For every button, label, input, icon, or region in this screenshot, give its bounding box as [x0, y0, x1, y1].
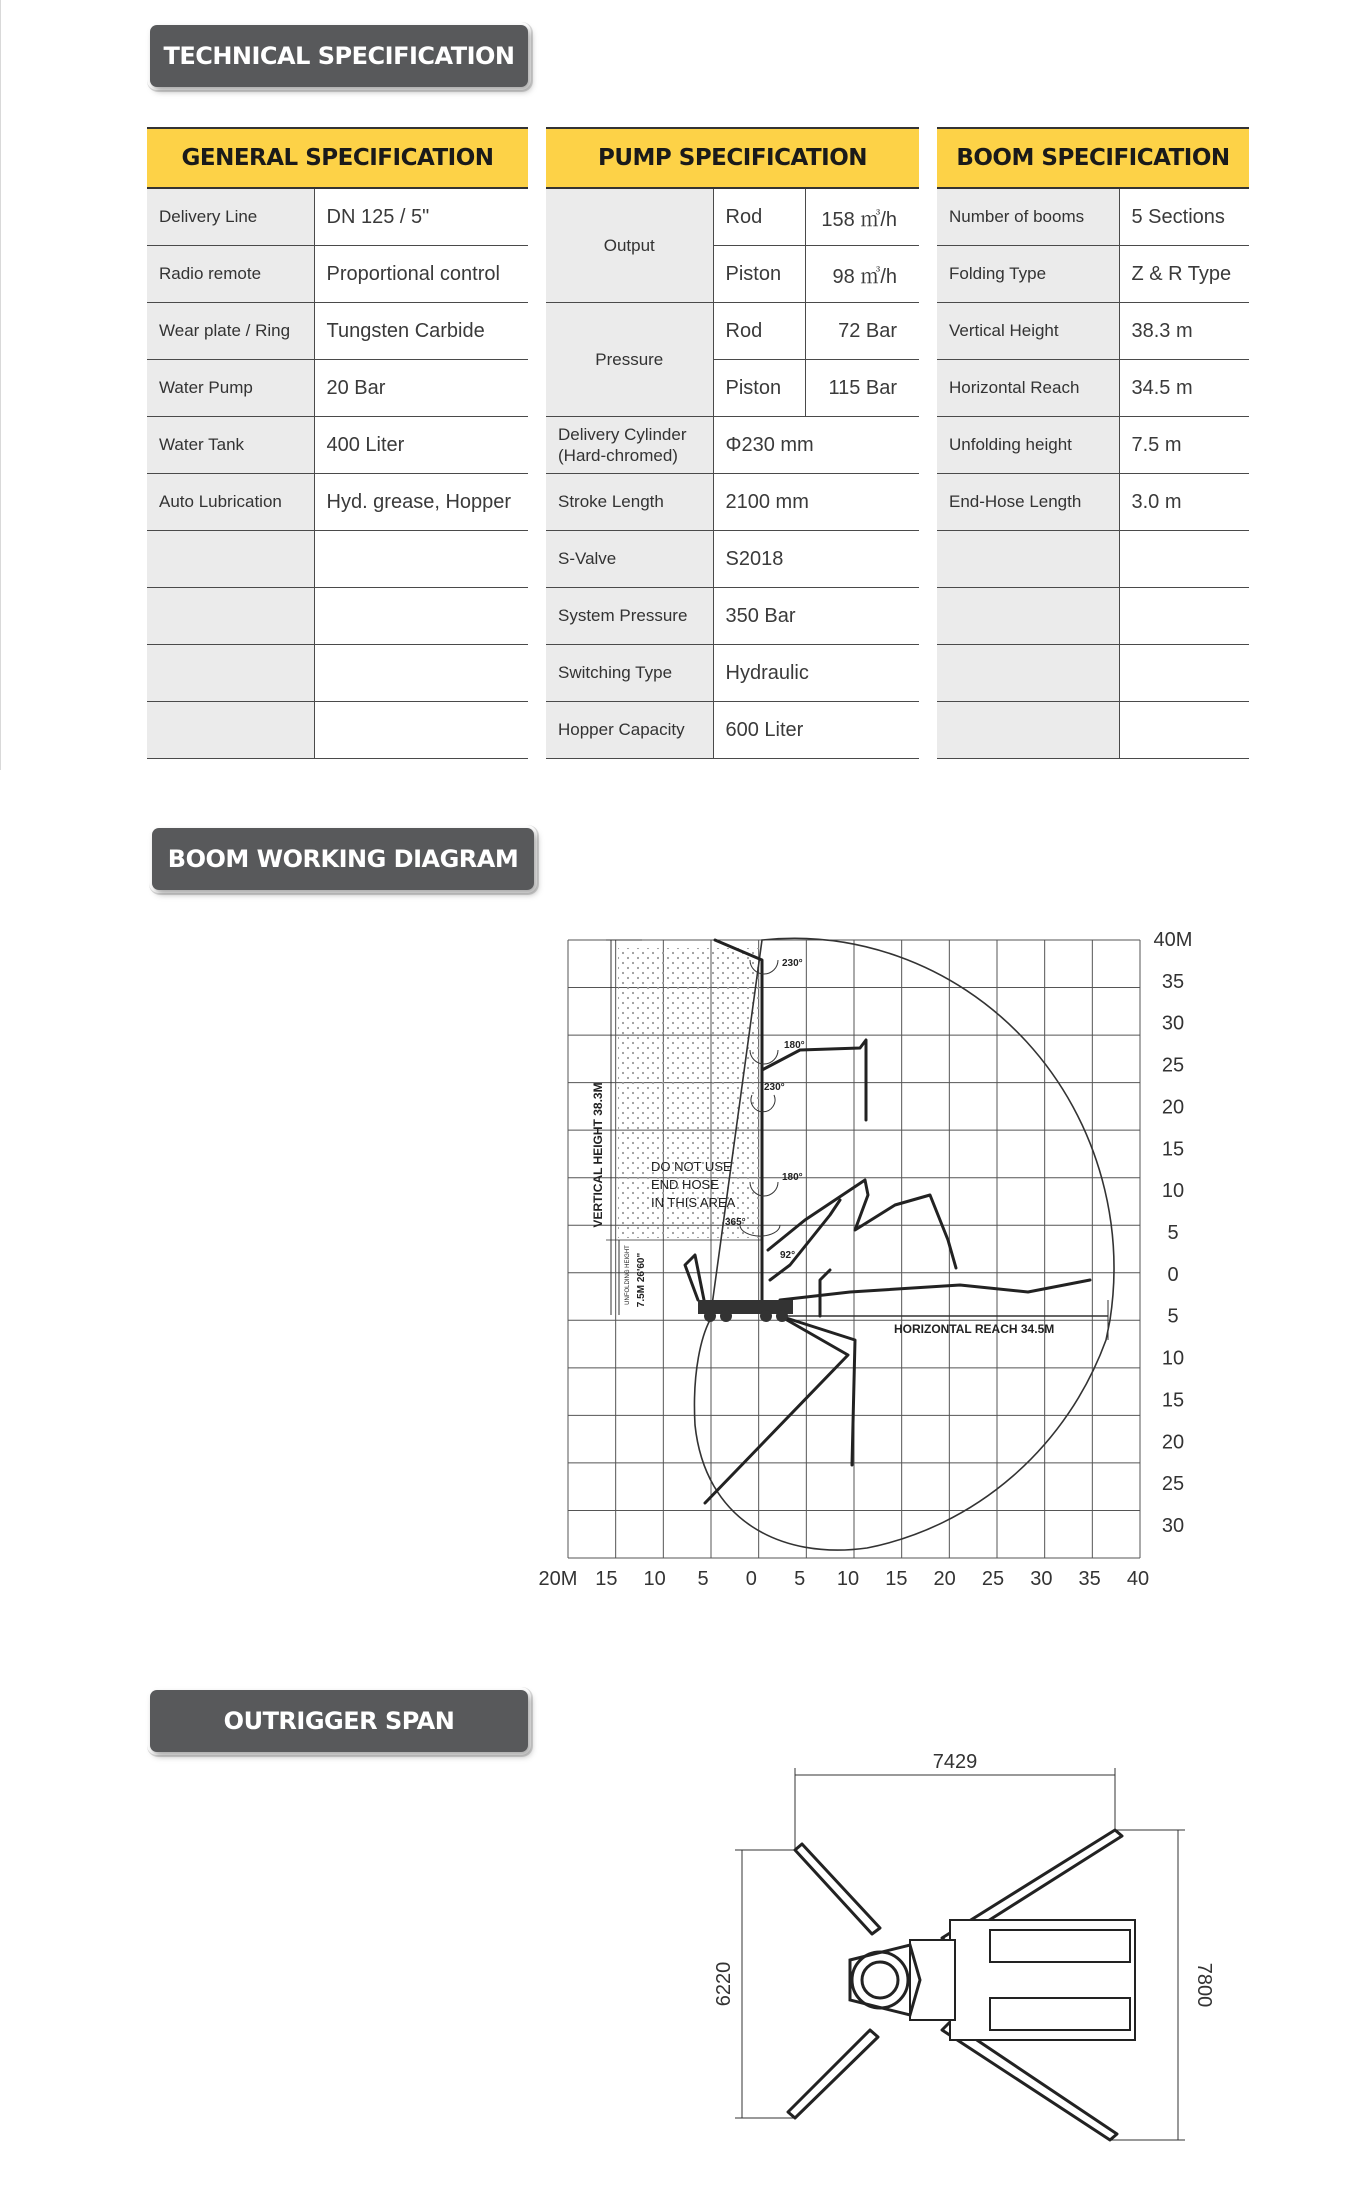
table-row-empty [937, 645, 1249, 702]
spec-label: System Pressure [546, 588, 713, 645]
y-tick-label: 15 [1161, 1389, 1185, 1412]
spec-label: Unfolding height [937, 417, 1119, 474]
spec-label: Switching Type [546, 645, 713, 702]
table-row-empty [147, 588, 528, 645]
output-rod-label: Rod [713, 188, 805, 246]
table-row [147, 360, 528, 417]
y-tick-label: 30 [1161, 1012, 1185, 1035]
table-row [546, 645, 919, 702]
spec-value: Hyd. grease, Hopper [314, 474, 528, 531]
pressure-piston-value: 115 Bar [805, 360, 919, 417]
y-tick-label: 30 [1161, 1515, 1185, 1537]
table-row-empty [937, 588, 1249, 645]
general-spec-table [147, 127, 528, 759]
spec-value: 400 Liter [314, 417, 528, 474]
table-row [546, 588, 919, 645]
x-tick-label: 0 [745, 1568, 757, 1590]
empty-cell [937, 531, 1119, 588]
spec-label: Number of booms [937, 188, 1119, 246]
spec-label: Auto Lubrication [147, 474, 314, 531]
delivery-cylinder-value: Φ230 mm [713, 417, 919, 474]
boom-spec-table [937, 127, 1249, 759]
spec-label: Delivery Line [147, 188, 314, 246]
y-tick-label: 5 [1167, 1305, 1179, 1328]
spec-value: 350 Bar [713, 588, 919, 645]
boom-working-diagram [530, 920, 1250, 1640]
boom-working-diagram-header: BOOM WORKING DIAGRAM [152, 828, 534, 890]
y-tick-label: 20 [1161, 1431, 1185, 1454]
spec-label: Vertical Height [937, 303, 1119, 360]
table-row [546, 702, 919, 759]
spec-value: 3.0 m [1119, 474, 1249, 531]
empty-cell [1119, 645, 1249, 702]
y-tick-label: 15 [1161, 1138, 1185, 1161]
output-piston-value: 98 ㎥/h [805, 246, 919, 303]
y-tick-label: 5 [1167, 1222, 1179, 1244]
empty-cell [937, 702, 1119, 759]
outrigger-span-header: OUTRIGGER SPAN [150, 1690, 528, 1752]
spec-value: 34.5 m [1119, 360, 1249, 417]
pump-truck [698, 1300, 793, 1322]
x-tick-label: 10 [643, 1568, 666, 1590]
spec-label: Radio remote [147, 246, 314, 303]
pump-spec-title: PUMP SPECIFICATION [546, 128, 919, 188]
technical-specification-header: TECHNICAL SPECIFICATION [150, 25, 528, 87]
pressure-rod-label: Rod [713, 303, 805, 360]
table-row [546, 531, 919, 588]
spec-value: S2018 [713, 531, 919, 588]
y-axis-labels [1154, 929, 1193, 1537]
spec-value: 38.3 m [1119, 303, 1249, 360]
spec-label: Water Pump [147, 360, 314, 417]
output-piston-label: Piston [713, 246, 805, 303]
table-row [937, 360, 1249, 417]
angle-label: 230° [764, 1082, 785, 1093]
outrigger-right-dimension: 7800 [1193, 1962, 1215, 2008]
empty-cell [1119, 588, 1249, 645]
spec-value: DN 125 / 5" [314, 188, 528, 246]
table-row [147, 246, 528, 303]
spec-value: Proportional control [314, 246, 528, 303]
y-tick-label: 35 [1161, 970, 1185, 993]
table-row-empty [147, 702, 528, 759]
y-tick-label: 10 [1161, 1347, 1185, 1370]
spec-value: 2100 mm [713, 474, 919, 531]
empty-cell [937, 588, 1119, 645]
y-tick-label: 25 [1161, 1054, 1185, 1077]
table-row-empty [147, 645, 528, 702]
table-row [546, 303, 919, 360]
y-tick-label: 20 [1161, 1096, 1185, 1119]
spec-label: S-Valve [546, 531, 713, 588]
output-rod-value: 158 ㎥/h [805, 188, 919, 246]
spec-label: Hopper Capacity [546, 702, 713, 759]
warning-line: DO NOT USE [651, 1159, 732, 1174]
angle-label: 365° [725, 1217, 746, 1228]
table-row [937, 188, 1249, 246]
table-row [147, 417, 528, 474]
angle-label: 180° [784, 1040, 805, 1051]
empty-cell [314, 588, 528, 645]
empty-cell [147, 645, 314, 702]
pressure-label: Pressure [546, 303, 713, 417]
table-row [546, 188, 919, 246]
empty-cell [314, 645, 528, 702]
empty-cell [937, 645, 1119, 702]
table-row [937, 303, 1249, 360]
spec-value: 20 Bar [314, 360, 528, 417]
y-tick-label: 0 [1167, 1263, 1179, 1286]
spec-label: Folding Type [937, 246, 1119, 303]
table-row [937, 474, 1249, 531]
table-row-empty [937, 702, 1249, 759]
x-tick-label: 30 [1030, 1568, 1053, 1590]
boom-spec-title: BOOM SPECIFICATION [937, 128, 1249, 188]
y-tick-label: 10 [1161, 1180, 1185, 1203]
table-row [147, 303, 528, 360]
spec-label: Stroke Length [546, 474, 713, 531]
x-tick-label: 5 [697, 1568, 709, 1590]
spec-label: Wear plate / Ring [147, 303, 314, 360]
empty-cell [314, 531, 528, 588]
horizontal-reach-label: HORIZONTAL REACH 34.5M [894, 1322, 1055, 1336]
x-tick-label: 5 [794, 1568, 806, 1590]
angle-label: 230° [782, 958, 803, 969]
x-axis-labels [539, 1568, 1150, 1590]
x-tick-label: 15 [595, 1568, 618, 1590]
outrigger-span-drawing [680, 1740, 1240, 2180]
spec-value: 7.5 m [1119, 417, 1249, 474]
x-tick-label: 25 [981, 1568, 1005, 1590]
spec-value: 5 Sections [1119, 188, 1249, 246]
empty-cell [147, 531, 314, 588]
spec-label: Horizontal Reach [937, 360, 1119, 417]
spec-value: 600 Liter [713, 702, 919, 759]
pressure-piston-label: Piston [713, 360, 805, 417]
general-spec-title: GENERAL SPECIFICATION [147, 128, 528, 188]
outrigger-left-dimension: 6220 [713, 1961, 735, 2007]
spec-value: Tungsten Carbide [314, 303, 528, 360]
empty-cell [1119, 531, 1249, 588]
spec-label: End-Hose Length [937, 474, 1119, 531]
empty-cell [1119, 702, 1249, 759]
table-row [546, 474, 919, 531]
x-tick-label: 35 [1078, 1568, 1101, 1590]
spec-label: Water Tank [147, 417, 314, 474]
unfolding-height-label: 7.5M 26'60" [636, 1252, 647, 1308]
y-tick-label: 40M [1153, 929, 1193, 951]
outrigger-top-dimension: 7429 [932, 1751, 978, 1773]
table-row-empty [147, 531, 528, 588]
empty-cell [314, 702, 528, 759]
x-tick-label: 10 [836, 1568, 860, 1590]
warning-line: END HOSE [651, 1177, 719, 1192]
spec-value: Z & R Type [1119, 246, 1249, 303]
angle-label: 92° [780, 1250, 796, 1261]
angle-label: 180° [782, 1172, 803, 1183]
x-tick-label: 40 [1126, 1568, 1150, 1590]
delivery-cylinder-label [546, 417, 713, 474]
spec-value: Hydraulic [713, 645, 919, 702]
cylinder-label-line1: Delivery Cylinder [558, 425, 687, 444]
y-tick-label: 25 [1161, 1473, 1185, 1496]
table-row [937, 246, 1249, 303]
x-tick-label: 15 [885, 1568, 908, 1590]
cylinder-label-line2: (Hard-chromed) [558, 446, 678, 465]
x-tick-label: 20M [538, 1568, 578, 1590]
x-tick-label: 20 [933, 1568, 956, 1590]
table-row [546, 417, 919, 474]
unfolding-label-small: UNFOLDING HEIGHT [625, 1245, 631, 1305]
pump-spec-table [546, 127, 919, 759]
warning-line: IN THIS AREA [651, 1195, 736, 1210]
table-row [147, 474, 528, 531]
table-row-empty [937, 531, 1249, 588]
output-label: Output [546, 188, 713, 303]
table-row [937, 417, 1249, 474]
page-edge-line [0, 0, 1, 770]
table-row [147, 188, 528, 246]
empty-cell [147, 702, 314, 759]
empty-cell [147, 588, 314, 645]
vertical-height-label: VERTICAL HEIGHT 38.3M [591, 1082, 605, 1228]
pressure-rod-value: 72 Bar [805, 303, 919, 360]
